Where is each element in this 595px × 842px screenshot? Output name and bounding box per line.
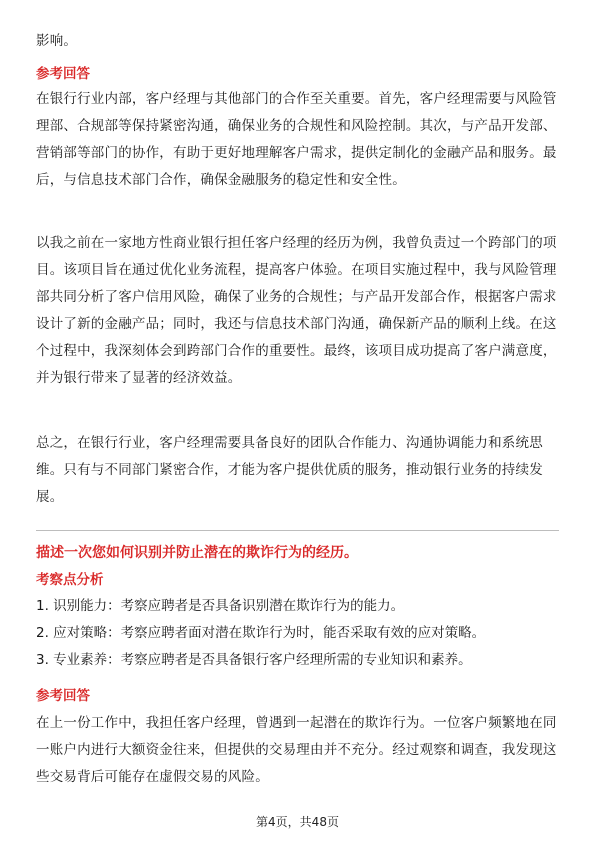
analysis-item: 1. 识别能力：考察应聘者是否具备识别潜在欺诈行为的能力。: [36, 598, 405, 614]
answer-heading-2: 参考回答: [36, 688, 90, 704]
analysis-heading: 考察点分析: [36, 572, 104, 588]
analysis-item: 2. 应对策略：考察应聘者面对潜在欺诈行为时，能否采取有效的应对策略。: [36, 625, 486, 641]
analysis-item: 3. 专业素养：考察应聘者是否具备银行客户经理所需的专业知识和素养。: [36, 652, 472, 668]
answer-paragraph-1: 在银行行业内部，客户经理与其他部门的合作至关重要。首先，客户经理需要与风险管理部、合规部等保持紧密沟通，确保业务的合规性和风险控制。其次，与产品开发部、营销部等部门的协作，有助于更好地理解客户需求，提供定制化的金融产品和服务。最后，与信息技术部门合作，确保金融服务的稳定性和安全性。: [36, 91, 557, 188]
answer-paragraph-3: 总之，在银行行业，客户经理需要具备良好的团队合作能力、沟通协调能力和系统思维。只有与不同部门紧密合作，才能为客户提供优质的服务，推动银行业务的持续发展。: [36, 435, 543, 505]
continuation-text: 影响。: [36, 33, 78, 49]
question-title: 描述一次您如何识别并防止潜在的欺诈行为的经历。: [36, 545, 358, 561]
answer-heading-1: 参考回答: [36, 66, 90, 82]
page-footer: 第4页，共48页: [256, 815, 339, 829]
answer-paragraph-4: 在上一份工作中，我担任客户经理，曾遇到一起潜在的欺诈行为。一位客户频繁地在同一账户内进行大额资金往来，但提供的交易理由并不充分。经过观察和调查，我发现这些交易背后可能存在虚假交易的风险。: [36, 715, 557, 785]
section-divider: [36, 530, 559, 531]
answer-paragraph-2: 以我之前在一家地方性商业银行担任客户经理的经历为例，我曾负责过一个跨部门的项目。该项目旨在通过优化业务流程，提高客户体验。在项目实施过程中，我与风险管理部共同分析了客户信用风险，确保了业务的合规性；与产品开发部合作，根据客户需求设计了新的金融产品；同时，我还与信息技术部门沟通，确保新产品的顺利上线。在这个过程中，我深刻体会到跨部门合作的重要性。最终，该项目成功提高了客户满意度，并为银行带来了显著的经济效益。: [36, 235, 557, 386]
